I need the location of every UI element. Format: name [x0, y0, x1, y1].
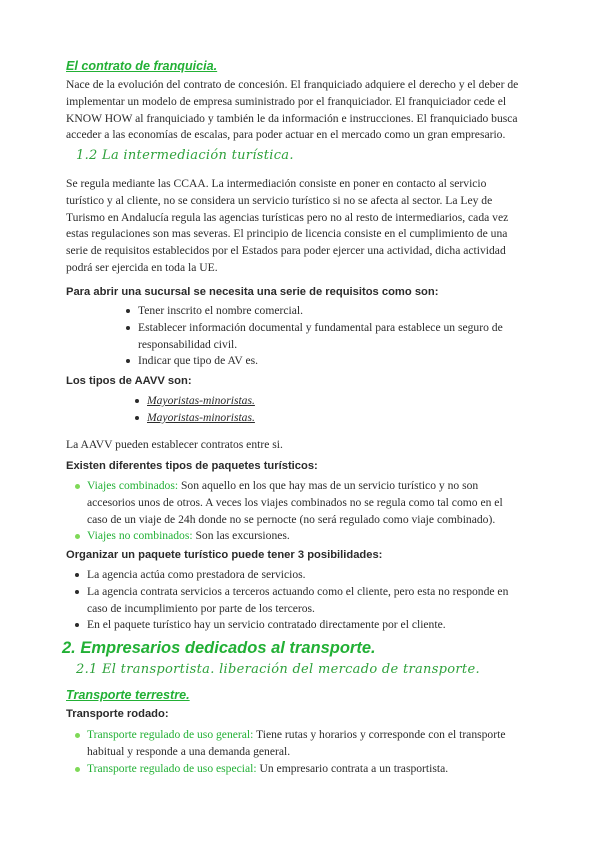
term-text: Tiene rutas y horarios y corresponde con el transporte: [253, 728, 506, 741]
term-text: Son las excursiones.: [192, 529, 290, 543]
paquetes-heading: Existen diferentes tipos de paquetes turísticos:: [66, 460, 318, 472]
term-label: Transporte regulado de uso general:: [87, 728, 254, 741]
term-label: Transporte regulado de uso especial:: [87, 761, 257, 775]
term-label: Viajes combinados:: [87, 479, 179, 492]
list-item: Mayoristas-minoristas.: [147, 393, 447, 410]
tipos-list: [147, 393, 447, 427]
text-line: KNOW HOW al franquiciado y también le da información e instrucciones. El franquiciado busca: [66, 111, 518, 125]
list-item: [87, 478, 547, 495]
franquicia-paragraph: [66, 77, 546, 144]
list-item-continuation: caso de incumplimiento por parte de los terceros.: [87, 601, 315, 615]
list-item: Tener inscrito el nombre comercial.: [138, 303, 538, 320]
text-line: Nace de la evolución del contrato de concesión. El franquiciado adquiere el derecho y el deber de: [66, 78, 519, 91]
text-line: podrá ser ejercida en toda la UE.: [66, 260, 218, 274]
list-item: [87, 727, 547, 744]
transporte-list: [87, 727, 547, 777]
list-item: La agencia actúa como prestadora de servicios.: [87, 567, 547, 584]
intermediacion-heading: 1.2 La intermediación turística.: [76, 148, 294, 163]
list-item: [87, 528, 547, 545]
text-line: serie de requisitos establecidos por el Estados para poder ejercer una actividad, dicha actividad: [66, 244, 506, 258]
list-item: La agencia contrata servicios a terceros actuando como el cliente, pero esta no responde en: [87, 584, 547, 601]
franquicia-title: El contrato de franquicia.: [66, 59, 218, 73]
intermediacion-paragraph: [66, 176, 546, 277]
list-item: Establecer información documental y fundamental para establece un seguro de: [138, 320, 538, 337]
tipos-heading: Los tipos de AAVV son:: [66, 375, 192, 387]
list-item: [87, 761, 547, 778]
paquetes-list: [87, 478, 547, 545]
text-line: Se regula mediante las CCAA. La intermediación consiste en poner en contacto al servicio: [66, 177, 487, 190]
list-item-continuation: accesorios unos de otros. A veces los viajes combinados no se regula como tal como en el: [87, 495, 503, 509]
text-line: estas regulaciones son mas severas. El principio de licencia consiste en el cumplimiento de una: [66, 227, 508, 241]
sucursal-list: [138, 303, 538, 370]
text-line: implementar un modelo de empresa suministrado por el franquiciador. El franquiciador cede el: [66, 94, 507, 108]
list-item-continuation: responsabilidad civil.: [138, 337, 238, 351]
organizar-list: [87, 567, 547, 634]
terrestre-title: Transporte terrestre.: [66, 688, 190, 702]
text-line: turístico y al cliente, no se considera un servicio turístico si no se afecta al sector. La Ley de: [66, 193, 493, 207]
list-item: En el paquete turístico hay un servicio contratado directamente por el cliente.: [87, 617, 547, 634]
sucursal-heading: Para abrir una sucursal se necesita una serie de requisitos como son:: [66, 286, 439, 298]
organizar-heading: Organizar un paquete turístico puede tener 3 posibilidades:: [66, 549, 383, 561]
term-text: Son aquello en los que hay mas de un servicio turístico y no son: [178, 479, 479, 492]
list-item: Indicar que tipo de AV es.: [138, 353, 538, 370]
section2-subtitle: 2.1 El transportista. liberación del mercado de transporte.: [76, 662, 480, 677]
rodado-heading: Transporte rodado:: [66, 708, 169, 720]
list-item-continuation: caso de un viaje de 24h donde no se pernocte (no será regulado como viaje combinado).: [87, 512, 496, 526]
term-text: Un empresario contrata a un trasportista.: [256, 761, 449, 775]
text-line: acceder a las economías de escalas, para poder actuar en el mercado como un gran empresario.: [66, 128, 506, 142]
term-label: Viajes no combinados:: [87, 529, 193, 543]
section2-title: 2. Empresarios dedicados al transporte.: [62, 639, 376, 657]
contratos-text: La AAVV pueden establecer contratos entre si.: [66, 438, 283, 451]
list-item: Mayoristas-minoristas.: [147, 410, 447, 427]
text-line: Turismo en Andalucía regula las agencias turísticas pero no al resto de intermediarios, cada vez: [66, 210, 509, 224]
list-item-continuation: habitual y responde a una demanda general.: [87, 744, 291, 758]
